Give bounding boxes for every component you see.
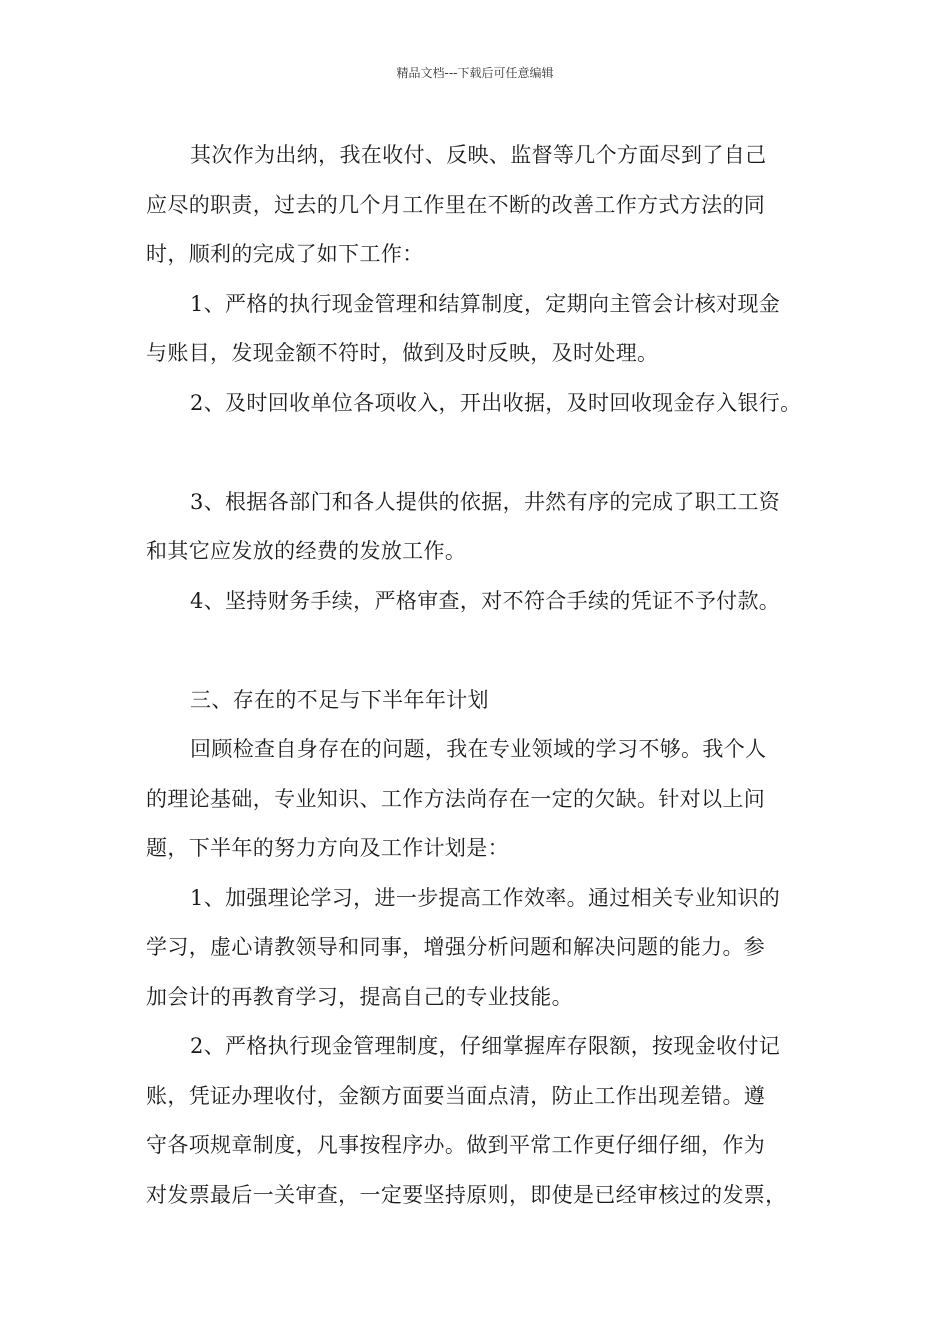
page-header: 精品文档---下载后可任意编辑 xyxy=(396,66,554,80)
section-heading: 三、存在的不足与下半年年计划 xyxy=(190,687,489,712)
paragraph-line: 4、坚持财务手续，严格审查，对不符合手续的凭证不予付款。 xyxy=(190,588,781,613)
paragraph-line: 守各项规章制度，凡事按程序办。做到平常工作更仔细仔细，作为 xyxy=(146,1133,766,1157)
paragraph-line: 时，顺利的完成了如下工作： xyxy=(146,242,424,266)
paragraph-line: 2、严格执行现金管理制度，仔细掌握库存限额，按现金收付记 xyxy=(190,1034,781,1058)
paragraph-line: 1、加强理论学习，进一步提高工作效率。通过相关专业知识的 xyxy=(190,885,781,910)
blank-line xyxy=(146,626,826,676)
paragraph-line: 的理论基础，专业知识、工作方法尚存在一定的欠缺。针对以上问 xyxy=(146,786,766,811)
paragraph-line: 应尽的职责，过去的几个月工作里在不断的改善工作方式方法的同 xyxy=(146,192,766,217)
paragraph-line: 其次作为出纳，我在收付、反映、监督等几个方面尽到了自己 xyxy=(190,143,767,167)
paragraph-line: 账，凭证办理收付，金额方面要当面点清，防止工作出现差错。遵 xyxy=(146,1083,766,1108)
paragraph-line: 学习，虚心请教领导和同事，增强分析问题和解决问题的能力。参 xyxy=(146,935,766,959)
paragraph-line: 题，下半年的努力方向及工作计划是： xyxy=(146,836,509,860)
paragraph-line: 2、及时回收单位各项收入，开出收据，及时回收现金存入银行。 xyxy=(190,390,802,415)
blank-line xyxy=(146,428,826,478)
document-body xyxy=(146,131,826,1220)
paragraph-line: 3、根据各部门和各人提供的依据，井然有序的完成了职工工资 xyxy=(190,489,781,514)
paragraph-line: 和其它应发放的经费的发放工作。 xyxy=(146,539,467,563)
paragraph-line: 对发票最后一关审查，一定要坚持原则，即使是已经审核过的发票， xyxy=(146,1182,787,1207)
paragraph-line: 与账目，发现金额不符时，做到及时反映，及时处理。 xyxy=(146,341,659,365)
paragraph-line: 加会计的再教育学习，提高自己的专业技能。 xyxy=(146,984,573,1009)
paragraph-line: 1、严格的执行现金管理和结算制度，定期向主管会计核对现金 xyxy=(190,291,781,316)
paragraph-line: 回顾检查自身存在的问题，我在专业领域的学习不够。我个人 xyxy=(190,737,767,761)
